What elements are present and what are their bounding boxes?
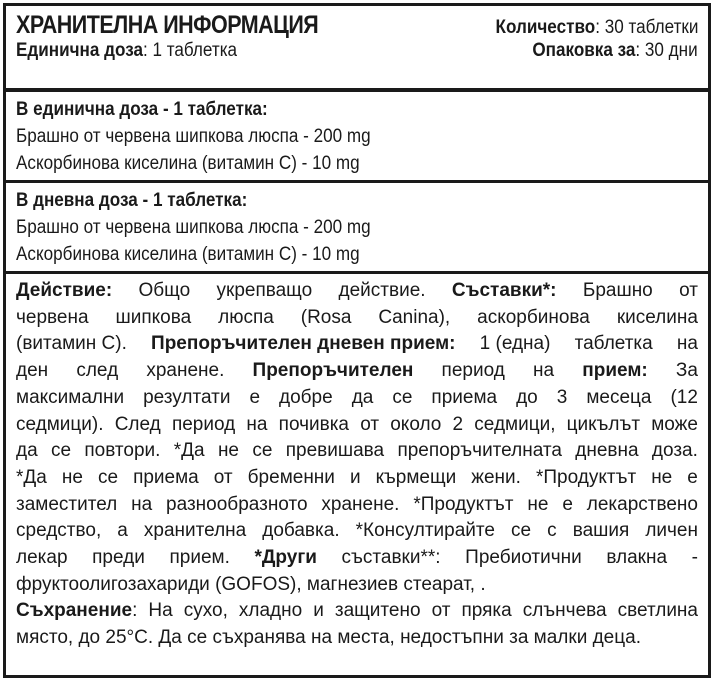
- text-word: фруктоолигозахариди (GOFOS), магнезиев стеарат, .: [16, 573, 486, 595]
- text-word: и: [313, 600, 324, 622]
- text-word: резултати: [143, 386, 231, 408]
- per-unit-section: [6, 92, 708, 180]
- text-word: препоръчителната: [397, 440, 562, 462]
- text-word: 3: [556, 386, 568, 408]
- text-word: жени.: [471, 466, 521, 488]
- text-line: [16, 305, 698, 332]
- text-word: след: [76, 360, 119, 382]
- dose-label: Единична доза: [16, 40, 143, 61]
- text-word: -: [691, 547, 698, 569]
- text-line: [16, 438, 698, 465]
- text-word: светлина: [617, 600, 698, 622]
- text-word: 2: [452, 413, 464, 435]
- text-line: [16, 412, 698, 439]
- text-word: За: [675, 360, 698, 382]
- text-word: дневна: [575, 440, 639, 462]
- text-word: не: [651, 466, 673, 488]
- text-word: седмици).: [16, 413, 104, 435]
- text-word: не: [527, 493, 549, 515]
- text-word: се: [50, 440, 72, 462]
- text-word: Общо: [138, 280, 191, 301]
- text-word: средство,: [16, 520, 102, 542]
- text-line: [16, 572, 698, 599]
- text-word: Canina),: [378, 306, 451, 328]
- text-word: защитено: [334, 600, 421, 622]
- text-word: период: [441, 360, 505, 382]
- text-word: почивка: [278, 413, 349, 435]
- pack-info: [533, 40, 698, 62]
- text-word: хранене.: [146, 360, 225, 382]
- text-word: а: [117, 520, 128, 542]
- text-word: може: [651, 413, 698, 435]
- text-word: киселина: [616, 306, 698, 328]
- text-word: не: [61, 466, 83, 488]
- text-word: аскорбинова: [477, 306, 590, 328]
- pack-label: Опаковка за: [532, 40, 636, 61]
- dose-info: [16, 40, 237, 62]
- text-word: *Да: [16, 466, 47, 488]
- text-word: до: [516, 386, 538, 408]
- text-word: превишава: [285, 440, 385, 462]
- header: [6, 6, 708, 88]
- text-word: на: [676, 333, 698, 355]
- text-word: се: [252, 440, 273, 462]
- text-word: слънчева: [522, 600, 607, 622]
- text-word: прием.: [169, 547, 230, 569]
- text-word: бременни: [247, 466, 335, 488]
- text-word: повтори.: [84, 440, 161, 462]
- text-word: на: [131, 493, 153, 515]
- text-word: от: [213, 466, 233, 488]
- text-word: Препоръчителен: [252, 360, 414, 382]
- dose-value: : 1 таблетка: [142, 40, 238, 61]
- text-word: добре: [279, 386, 333, 408]
- text-word: лекарствено: [586, 493, 698, 515]
- text-word: да: [16, 440, 38, 462]
- text-word: лекар: [16, 547, 68, 569]
- text-word: приема: [431, 386, 498, 408]
- text-word: се: [97, 466, 119, 488]
- per-day-item: Брашно от червена шипкова люспа - 200 mg: [16, 217, 371, 238]
- text-word: хранителна: [143, 520, 247, 542]
- text-word: е: [562, 493, 573, 515]
- text-word: *Други: [254, 547, 317, 569]
- text-line: [16, 385, 698, 412]
- quantity-info: [495, 17, 698, 39]
- text-line: [16, 358, 698, 385]
- text-word: цикълът: [566, 413, 641, 435]
- text-word: люспа: [218, 306, 274, 328]
- text-word: 1 (една): [479, 333, 551, 355]
- text-word: с: [547, 520, 557, 542]
- text-word: е: [249, 386, 261, 408]
- text-word: Съхранение:: [16, 600, 138, 622]
- text-word: Препоръчителен дневен прием:: [151, 333, 456, 355]
- text-word: личен: [645, 520, 698, 542]
- text-word: се: [511, 520, 532, 542]
- text-word: прием:: [582, 360, 648, 382]
- per-unit-heading: В единична доза - 1 таблетка:: [16, 99, 268, 120]
- quantity-label: Количество: [495, 17, 595, 38]
- text-word: Съставки*:: [451, 280, 557, 301]
- quantity-value: : 30 таблетки: [594, 17, 698, 38]
- text-word: хладно: [238, 600, 303, 622]
- details-text: [6, 274, 708, 652]
- text-word: сухо,: [183, 600, 228, 622]
- text-word: от: [431, 600, 451, 622]
- text-word: Действие:: [16, 280, 113, 301]
- text-line: [16, 625, 698, 652]
- text-word: (12: [670, 386, 698, 408]
- text-word: влакна: [606, 547, 668, 569]
- text-word: приема: [133, 466, 199, 488]
- text-word: *Да: [173, 440, 205, 462]
- text-word: седмици,: [474, 413, 556, 435]
- text-word: заместител: [16, 493, 118, 515]
- text-line: [16, 331, 698, 358]
- text-word: хранене.: [321, 493, 400, 515]
- text-word: се: [392, 386, 413, 408]
- nutrition-info-panel: [3, 3, 711, 678]
- text-word: действие.: [338, 280, 426, 301]
- text-word: пряка: [461, 600, 512, 622]
- text-word: добавка.: [262, 520, 340, 542]
- text-word: кърмещи: [375, 466, 457, 488]
- text-word: на: [533, 360, 555, 382]
- per-day-heading: В дневна доза - 1 таблетка:: [16, 190, 248, 211]
- text-word: Пребиотични: [465, 547, 582, 569]
- text-word: не: [217, 440, 239, 462]
- text-word: Брашно: [582, 280, 653, 301]
- text-word: укрепващо: [216, 280, 313, 301]
- text-word: максимални: [16, 386, 125, 408]
- text-word: *Консултирайте: [355, 520, 495, 542]
- text-line: [16, 598, 698, 625]
- text-word: ден: [16, 360, 49, 382]
- text-word: таблетка: [574, 333, 653, 355]
- pack-value: : 30 дни: [635, 40, 698, 61]
- text-word: шипкова: [115, 306, 192, 328]
- text-word: да: [351, 386, 374, 408]
- text-word: (Rosa: [300, 306, 352, 328]
- text-word: съставки**:: [341, 547, 441, 569]
- text-word: място, до 25°С. Да се съхранява на места, недостъпни за малки деца.: [16, 627, 641, 649]
- text-line: [16, 545, 698, 572]
- text-word: период: [171, 413, 236, 435]
- text-line: [16, 518, 698, 545]
- text-word: от: [679, 280, 698, 301]
- per-unit-item: Брашно от червена шипкова люспа - 200 mg: [16, 126, 371, 147]
- text-word: След: [114, 413, 161, 435]
- text-word: (витамин С).: [16, 333, 127, 355]
- page-title: ХРАНИТЕЛНА ИНФОРМАЦИЯ: [16, 11, 319, 39]
- text-word: месеца: [586, 386, 652, 408]
- text-word: доза.: [651, 440, 698, 462]
- text-word: вашия: [572, 520, 630, 542]
- text-word: червена: [16, 306, 89, 328]
- text-line: [16, 492, 698, 519]
- per-day-section: [6, 183, 708, 271]
- text-word: и: [349, 466, 361, 488]
- per-day-item: Аскорбинова киселина (витамин С) - 10 mg: [16, 244, 360, 265]
- text-word: На: [148, 600, 173, 622]
- text-word: е: [687, 466, 698, 488]
- text-word: от: [360, 413, 380, 435]
- text-word: на: [246, 413, 268, 435]
- text-word: преди: [92, 547, 145, 569]
- per-unit-item: Аскорбинова киселина (витамин С) - 10 mg: [16, 153, 360, 174]
- text-word: *Продуктът: [535, 466, 637, 488]
- text-word: *Продуктът: [413, 493, 514, 515]
- text-word: около: [390, 413, 442, 435]
- text-line: [16, 465, 698, 492]
- text-word: разнообразното: [166, 493, 308, 515]
- text-line: [16, 278, 698, 305]
